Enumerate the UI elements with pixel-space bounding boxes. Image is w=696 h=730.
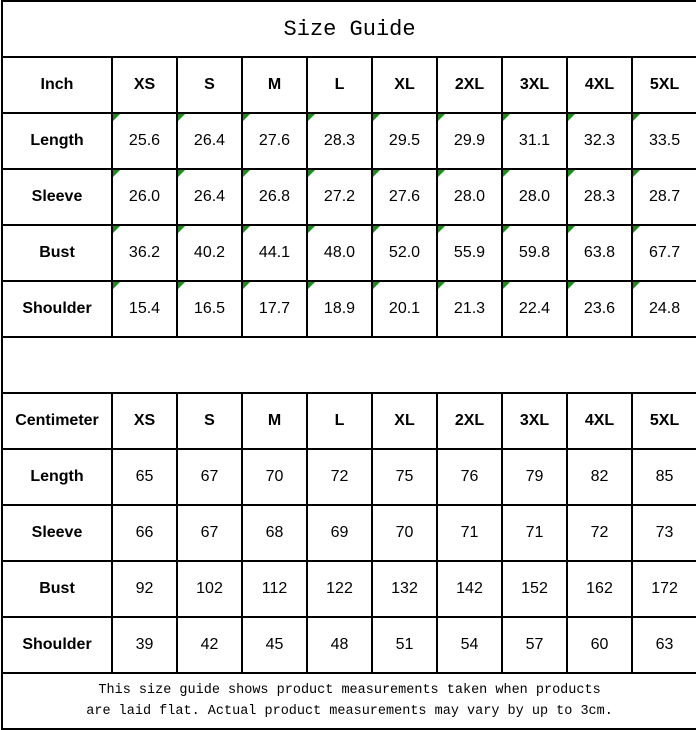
- measurement-value-cell: [372, 169, 437, 225]
- title-row: [2, 1, 696, 57]
- measurement-value-cell: [632, 281, 696, 337]
- measurement-value-cell: [372, 225, 437, 281]
- text-format-indicator-icon: [503, 170, 510, 177]
- measurement-value-cell: [632, 449, 696, 505]
- measurement-value: 20.1: [388, 300, 421, 317]
- measurement-value-cell: [567, 169, 632, 225]
- text-format-indicator-icon: [308, 114, 315, 121]
- measurement-row: [2, 225, 696, 281]
- measurement-value-cell: [632, 113, 696, 169]
- measurement-value: 28.3: [583, 188, 616, 205]
- measurement-value-cell: [112, 617, 177, 673]
- measurement-value: 51: [395, 636, 414, 653]
- measurement-value-cell: [437, 561, 502, 617]
- size-column-header: 5XL: [632, 393, 696, 449]
- measurement-value-cell: [307, 561, 372, 617]
- measurement-value: 71: [525, 524, 544, 541]
- size-column-header: 2XL: [437, 393, 502, 449]
- measurement-row: [2, 169, 696, 225]
- measurement-value-cell: [372, 617, 437, 673]
- measurement-value-cell: [307, 449, 372, 505]
- measurement-value-cell: [502, 169, 567, 225]
- measurement-value: 31.1: [518, 132, 551, 149]
- size-column-header: 2XL: [437, 57, 502, 113]
- measurement-value-cell: [372, 449, 437, 505]
- size-column-header: XS: [112, 57, 177, 113]
- size-column-header: XL: [372, 393, 437, 449]
- measurement-value-cell: [502, 505, 567, 561]
- measurement-value: 54: [460, 636, 479, 653]
- measurement-value-cell: [632, 505, 696, 561]
- size-column-header: 5XL: [632, 57, 696, 113]
- measurement-label: Bust: [2, 561, 112, 617]
- spacer-cell: [2, 337, 696, 393]
- size-column-header: M: [242, 57, 307, 113]
- text-format-indicator-icon: [438, 170, 445, 177]
- measurement-value-cell: [177, 281, 242, 337]
- measurement-value-cell: [112, 281, 177, 337]
- size-column-header: M: [242, 393, 307, 449]
- size-column-header: L: [307, 57, 372, 113]
- text-format-indicator-icon: [178, 170, 185, 177]
- size-guide-title: Size Guide: [2, 1, 696, 57]
- measurement-value: 29.5: [388, 132, 421, 149]
- text-format-indicator-icon: [568, 226, 575, 233]
- measurement-value: 22.4: [518, 300, 551, 317]
- text-format-indicator-icon: [243, 170, 250, 177]
- measurement-value-cell: [372, 281, 437, 337]
- measurement-value: 67: [200, 524, 219, 541]
- measurement-value-cell: [112, 505, 177, 561]
- measurement-value: 40.2: [193, 244, 226, 261]
- measurement-value: 69: [330, 524, 349, 541]
- measurement-value: 28.3: [323, 132, 356, 149]
- text-format-indicator-icon: [568, 114, 575, 121]
- measurement-value-cell: [242, 225, 307, 281]
- measurement-value: 27.2: [323, 188, 356, 205]
- measurement-value: 55.9: [453, 244, 486, 261]
- measurement-label: Bust: [2, 225, 112, 281]
- measurement-value-cell: [437, 113, 502, 169]
- centimeter-section: [2, 393, 696, 673]
- measurement-value: 28.0: [518, 188, 551, 205]
- text-format-indicator-icon: [633, 170, 640, 177]
- size-column-header: S: [177, 393, 242, 449]
- measurement-value-cell: [112, 561, 177, 617]
- measurement-value-cell: [177, 505, 242, 561]
- measurement-value: 73: [655, 524, 674, 541]
- measurement-value: 82: [590, 468, 609, 485]
- measurement-value: 72: [590, 524, 609, 541]
- measurement-value: 52.0: [388, 244, 421, 261]
- measurement-value: 48.0: [323, 244, 356, 261]
- measurement-value-cell: [177, 113, 242, 169]
- text-format-indicator-icon: [178, 282, 185, 289]
- text-format-indicator-icon: [568, 282, 575, 289]
- measurement-value-cell: [177, 449, 242, 505]
- measurement-value: 44.1: [258, 244, 291, 261]
- measurement-label: Shoulder: [2, 617, 112, 673]
- measurement-label: Length: [2, 449, 112, 505]
- measurement-value-cell: [567, 449, 632, 505]
- measurement-value-cell: [242, 169, 307, 225]
- inch-section-header-row: [2, 57, 696, 113]
- text-format-indicator-icon: [308, 170, 315, 177]
- measurement-row: [2, 449, 696, 505]
- measurement-value-cell: [307, 505, 372, 561]
- measurement-value-cell: [242, 281, 307, 337]
- measurement-value-cell: [437, 169, 502, 225]
- footer-note-line2: are laid flat. Actual product measurements may vary by up to 3cm.: [86, 703, 613, 719]
- measurement-value-cell: [502, 281, 567, 337]
- measurement-value-cell: [567, 617, 632, 673]
- measurement-value-cell: [242, 449, 307, 505]
- text-format-indicator-icon: [243, 226, 250, 233]
- measurement-value: 26.0: [128, 188, 161, 205]
- measurement-row: [2, 617, 696, 673]
- measurement-value: 66: [135, 524, 154, 541]
- measurement-value: 59.8: [518, 244, 551, 261]
- measurement-value: 67.7: [648, 244, 681, 261]
- measurement-value: 152: [521, 580, 548, 597]
- measurement-value-cell: [307, 617, 372, 673]
- measurement-value-cell: [632, 561, 696, 617]
- measurement-value-cell: [177, 617, 242, 673]
- unit-label: Centimeter: [2, 393, 112, 449]
- text-format-indicator-icon: [633, 226, 640, 233]
- size-column-header: 3XL: [502, 393, 567, 449]
- measurement-value: 102: [196, 580, 223, 597]
- measurement-value: 21.3: [453, 300, 486, 317]
- measurement-row: [2, 561, 696, 617]
- measurement-value: 70: [265, 468, 284, 485]
- measurement-value: 36.2: [128, 244, 161, 261]
- text-format-indicator-icon: [178, 114, 185, 121]
- measurement-value: 132: [391, 580, 418, 597]
- measurement-value: 23.6: [583, 300, 616, 317]
- text-format-indicator-icon: [373, 226, 380, 233]
- measurement-value: 172: [651, 580, 678, 597]
- measurement-label: Sleeve: [2, 505, 112, 561]
- size-column-header: 4XL: [567, 57, 632, 113]
- unit-label: Inch: [2, 57, 112, 113]
- measurement-value: 92: [135, 580, 154, 597]
- measurement-value-cell: [307, 169, 372, 225]
- text-format-indicator-icon: [243, 282, 250, 289]
- measurement-value-cell: [112, 169, 177, 225]
- text-format-indicator-icon: [438, 282, 445, 289]
- measurement-value-cell: [242, 617, 307, 673]
- size-column-header: XS: [112, 393, 177, 449]
- measurement-value-cell: [502, 617, 567, 673]
- footer-note: [2, 673, 696, 730]
- size-column-header: 3XL: [502, 57, 567, 113]
- text-format-indicator-icon: [373, 114, 380, 121]
- measurement-value-cell: [437, 617, 502, 673]
- measurement-value: 39: [135, 636, 154, 653]
- footer-row: [2, 673, 696, 730]
- measurement-value: 26.4: [193, 132, 226, 149]
- text-format-indicator-icon: [438, 226, 445, 233]
- measurement-value-cell: [567, 505, 632, 561]
- measurement-value-cell: [632, 225, 696, 281]
- text-format-indicator-icon: [503, 226, 510, 233]
- inch-section: [2, 57, 696, 337]
- measurement-value-cell: [242, 561, 307, 617]
- measurement-value-cell: [502, 449, 567, 505]
- measurement-value: 63: [655, 636, 674, 653]
- measurement-value-cell: [502, 113, 567, 169]
- measurement-value: 57: [525, 636, 544, 653]
- measurement-value-cell: [437, 449, 502, 505]
- measurement-value: 24.8: [648, 300, 681, 317]
- measurement-value: 68: [265, 524, 284, 541]
- text-format-indicator-icon: [633, 282, 640, 289]
- spacer-section: [2, 337, 696, 393]
- measurement-value-cell: [307, 225, 372, 281]
- measurement-value: 45: [265, 636, 284, 653]
- measurement-row: [2, 113, 696, 169]
- measurement-value: 162: [586, 580, 613, 597]
- text-format-indicator-icon: [113, 170, 120, 177]
- measurement-value: 122: [326, 580, 353, 597]
- measurement-value: 65: [135, 468, 154, 485]
- measurement-value-cell: [177, 169, 242, 225]
- measurement-value: 29.9: [453, 132, 486, 149]
- measurement-value-cell: [502, 561, 567, 617]
- centimeter-section-header-row: [2, 393, 696, 449]
- measurement-value-cell: [112, 113, 177, 169]
- measurement-value-cell: [242, 113, 307, 169]
- measurement-value: 48: [330, 636, 349, 653]
- measurement-value-cell: [567, 113, 632, 169]
- text-format-indicator-icon: [243, 114, 250, 121]
- measurement-value-cell: [567, 281, 632, 337]
- size-column-header: S: [177, 57, 242, 113]
- measurement-value-cell: [372, 561, 437, 617]
- text-format-indicator-icon: [568, 170, 575, 177]
- measurement-value-cell: [177, 561, 242, 617]
- size-column-header: XL: [372, 57, 437, 113]
- measurement-label: Sleeve: [2, 169, 112, 225]
- measurement-value: 15.4: [128, 300, 161, 317]
- measurement-value: 60: [590, 636, 609, 653]
- measurement-value: 27.6: [258, 132, 291, 149]
- measurement-value: 75: [395, 468, 414, 485]
- size-column-header: L: [307, 393, 372, 449]
- footer-section: [2, 673, 696, 730]
- measurement-value-cell: [372, 113, 437, 169]
- measurement-value: 18.9: [323, 300, 356, 317]
- text-format-indicator-icon: [373, 170, 380, 177]
- measurement-value: 71: [460, 524, 479, 541]
- measurement-value-cell: [437, 225, 502, 281]
- measurement-value: 16.5: [193, 300, 226, 317]
- measurement-value: 26.8: [258, 188, 291, 205]
- footer-note-line1: This size guide shows product measurements taken when products: [98, 682, 601, 698]
- measurement-row: [2, 281, 696, 337]
- measurement-value-cell: [112, 449, 177, 505]
- measurement-value: 28.0: [453, 188, 486, 205]
- measurement-value-cell: [437, 505, 502, 561]
- text-format-indicator-icon: [308, 226, 315, 233]
- measurement-value: 67: [200, 468, 219, 485]
- measurement-value-cell: [112, 225, 177, 281]
- text-format-indicator-icon: [113, 282, 120, 289]
- measurement-value: 42: [200, 636, 219, 653]
- measurement-value: 27.6: [388, 188, 421, 205]
- text-format-indicator-icon: [438, 114, 445, 121]
- size-column-header: 4XL: [567, 393, 632, 449]
- measurement-value: 76: [460, 468, 479, 485]
- text-format-indicator-icon: [503, 114, 510, 121]
- measurement-value: 112: [261, 580, 288, 597]
- measurement-value: 85: [655, 468, 674, 485]
- measurement-value-cell: [437, 281, 502, 337]
- text-format-indicator-icon: [178, 226, 185, 233]
- measurement-value: 70: [395, 524, 414, 541]
- measurement-value-cell: [177, 225, 242, 281]
- text-format-indicator-icon: [113, 226, 120, 233]
- text-format-indicator-icon: [633, 114, 640, 121]
- measurement-label: Length: [2, 113, 112, 169]
- measurement-value: 142: [456, 580, 483, 597]
- measurement-value: 26.4: [193, 188, 226, 205]
- measurement-value: 25.6: [128, 132, 161, 149]
- text-format-indicator-icon: [113, 114, 120, 121]
- measurement-value-cell: [632, 617, 696, 673]
- measurement-value: 63.8: [583, 244, 616, 261]
- size-guide-table: [1, 0, 696, 730]
- measurement-value: 72: [330, 468, 349, 485]
- measurement-value-cell: [307, 281, 372, 337]
- measurement-value-cell: [567, 561, 632, 617]
- measurement-value: 33.5: [648, 132, 681, 149]
- measurement-value: 28.7: [648, 188, 681, 205]
- text-format-indicator-icon: [373, 282, 380, 289]
- measurement-value-cell: [307, 113, 372, 169]
- measurement-label: Shoulder: [2, 281, 112, 337]
- measurement-value-cell: [502, 225, 567, 281]
- measurement-value-cell: [242, 505, 307, 561]
- measurement-value-cell: [372, 505, 437, 561]
- text-format-indicator-icon: [503, 282, 510, 289]
- measurement-value: 32.3: [583, 132, 616, 149]
- text-format-indicator-icon: [308, 282, 315, 289]
- measurement-value: 17.7: [258, 300, 291, 317]
- title-section: [2, 1, 696, 57]
- measurement-row: [2, 505, 696, 561]
- measurement-value: 79: [525, 468, 544, 485]
- measurement-value-cell: [567, 225, 632, 281]
- measurement-value-cell: [632, 169, 696, 225]
- spacer-row: [2, 337, 696, 393]
